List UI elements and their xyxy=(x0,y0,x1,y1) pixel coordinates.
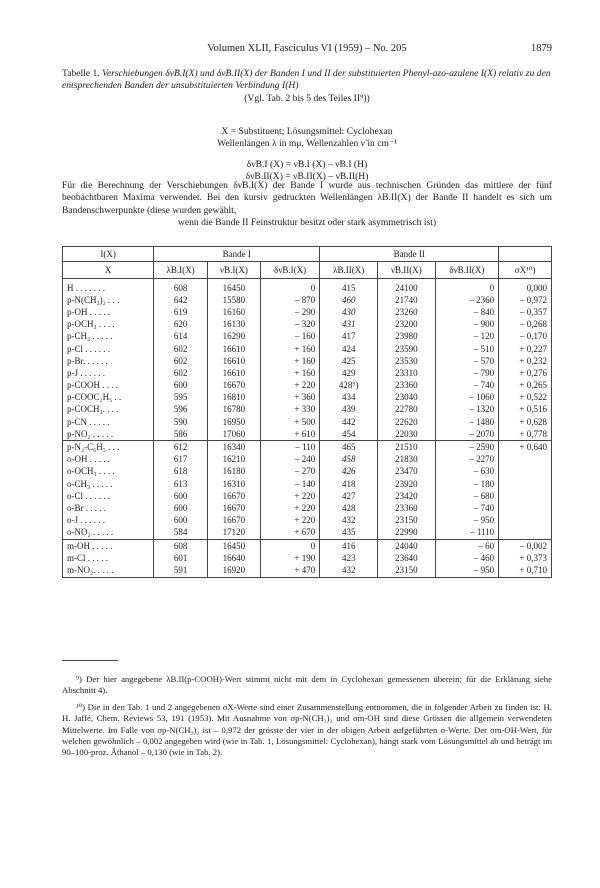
delta-nu-b2-cell: – 2070 xyxy=(435,428,499,441)
delta-nu-b2-cell: – 950 xyxy=(435,564,499,577)
table-row xyxy=(63,279,552,295)
delta-nu-b2-cell: – 510 xyxy=(435,343,499,355)
delta-nu-b1-cell: + 610 xyxy=(261,428,320,441)
table-row xyxy=(63,380,552,392)
nu-b2-cell: 21830 xyxy=(378,454,435,466)
table-caption xyxy=(62,68,552,105)
delta-nu-b2-cell: – 460 xyxy=(435,552,499,564)
intro-last-line: wenn die Bande II Feinstruktur besitzt oder stark asymmetrisch ist) xyxy=(177,216,437,228)
table-body xyxy=(63,279,552,578)
table-row xyxy=(63,306,552,318)
substituent-cell: p-NO₂ . . . . . xyxy=(63,428,154,441)
delta-nu-b1-cell: – 270 xyxy=(261,466,320,478)
table-row xyxy=(63,392,552,404)
sigma-cell: + 0,227 xyxy=(499,343,552,355)
lambda-b1-cell: 602 xyxy=(154,343,208,355)
delta-nu-b2-cell: – 1320 xyxy=(435,404,499,416)
delta-nu-b1-cell: + 470 xyxy=(261,564,320,577)
delta-nu-b1-cell: + 360 xyxy=(261,392,320,404)
header-delta-nu-b1: δν̃B.I(X) xyxy=(261,262,320,279)
sigma-cell: + 0,628 xyxy=(499,416,552,428)
substituent-cell: p-COCH₃. . . . xyxy=(63,404,154,416)
delta-nu-b1-cell: 0 xyxy=(261,539,320,552)
table-row xyxy=(63,355,552,367)
data-table xyxy=(62,246,552,578)
nu-b2-cell: 23310 xyxy=(378,367,435,379)
delta-nu-b1-cell: + 220 xyxy=(261,380,320,392)
nu-b2-cell: 23420 xyxy=(378,490,435,502)
substituent-cell: o-J . . . . . . xyxy=(63,515,154,527)
delta-nu-b2-cell: – 950 xyxy=(435,515,499,527)
lambda-b2-cell: 434 xyxy=(320,392,378,404)
delta-nu-b2-cell: – 740 xyxy=(435,502,499,514)
lambda-b1-cell: 620 xyxy=(154,319,208,331)
delta-nu-b1-cell: + 220 xyxy=(261,515,320,527)
lambda-b1-cell: 619 xyxy=(154,306,208,318)
running-header xyxy=(62,43,552,54)
lambda-b1-cell: 595 xyxy=(154,392,208,404)
nu-b2-cell: 24040 xyxy=(378,539,435,552)
substituent-cell: p-J . . . . . . xyxy=(63,367,154,379)
lambda-b1-cell: 602 xyxy=(154,367,208,379)
lambda-b1-cell: 612 xyxy=(154,441,208,454)
lambda-b1-cell: 596 xyxy=(154,404,208,416)
nu-b1-cell: 16290 xyxy=(207,331,260,343)
sigma-cell: – 0,357 xyxy=(499,306,552,318)
header-nu-b1: ν̃B.I(X) xyxy=(207,262,260,279)
sigma-cell: – 0,268 xyxy=(499,319,552,331)
substituent-cell: p-N(CH₃)₂ . . . xyxy=(63,294,154,306)
delta-nu-b1-cell: + 160 xyxy=(261,355,320,367)
nu-b1-cell: 16670 xyxy=(207,515,260,527)
lambda-b1-cell: 618 xyxy=(154,466,208,478)
table-row xyxy=(63,564,552,577)
lambda-b2-cell: 418 xyxy=(320,478,378,490)
substituent-cell: m-NO₂. . . . . xyxy=(63,564,154,577)
header-blank xyxy=(499,247,552,262)
header-band-1: Bande I xyxy=(154,247,320,262)
lambda-b2-cell: 416 xyxy=(320,539,378,552)
header-x: X xyxy=(63,262,154,279)
lambda-b2-cell: 428 xyxy=(320,502,378,514)
sigma-cell: 0,000 xyxy=(499,279,552,295)
delta-nu-b2-cell: – 740 xyxy=(435,380,499,392)
footnote-9: ⁹) Der hier angegebene λB.II(p-COOH)-Wert stimmt nicht mit dem in Cyclohexan gemessenen überein; für die Erklärung siehe Abschnitt 4). xyxy=(62,674,552,696)
sigma-cell: + 0,373 xyxy=(499,552,552,564)
nu-b2-cell: 22780 xyxy=(378,404,435,416)
substituent-cell: p-Cl . . . . . . xyxy=(63,343,154,355)
lambda-b1-cell: 590 xyxy=(154,416,208,428)
nu-b1-cell: 17060 xyxy=(207,428,260,441)
delta-nu-b2-cell: – 60 xyxy=(435,539,499,552)
substituent-cell: H . . . . . . . xyxy=(63,279,154,295)
table-row xyxy=(63,331,552,343)
delta-nu-b1-cell: – 290 xyxy=(261,306,320,318)
lambda-b1-cell: 586 xyxy=(154,428,208,441)
lambda-b1-cell: 614 xyxy=(154,331,208,343)
running-title: Volumen XLII, Fasciculus VI (1959) – No. 205 xyxy=(207,43,407,54)
substituent-cell: p-CN . . . . . xyxy=(63,416,154,428)
delta-nu-b2-cell: 0 xyxy=(435,279,499,295)
nu-b2-cell: 23920 xyxy=(378,478,435,490)
nu-b1-cell: 16210 xyxy=(207,454,260,466)
lambda-b2-cell: 439 xyxy=(320,404,378,416)
lambda-b1-cell: 617 xyxy=(154,454,208,466)
nu-b1-cell: 16670 xyxy=(207,502,260,514)
footnote-10: ¹⁰) Die in den Tab. 1 und 2 angegebenen σX-Werte sind einer Zusammenstellung entnommen, die in folgender Arbeit zu finden ist: H. H. Jaffé, Chem. Reviews 53, 191 (1953). Mit Ausnahme von σp-N(CH₃)₂ und σm-OH sind diese Grössen die allgemein verwendeten Mittelwerte. Im Falle von σp-N(CH₃)₂ ist – 0,972 der grösste der vier in der obigen Arbeit aufgeführten σ-Werte. Der σm-OH-Wert, für welchen gewöhnlich – 0,002 angegeben wird (wie in Tab. 1, Lösungsmittel: Cyclohexan), hängt stark vom Lösungsmittel ab und beträgt im 90–100-proz. Äthanol – 0,130 (wie in Tab. 2). xyxy=(62,701,552,758)
nu-b1-cell: 16450 xyxy=(207,279,260,295)
nu-b1-cell: 16160 xyxy=(207,306,260,318)
substituent-cell: m-Cl . . . . . xyxy=(63,552,154,564)
nu-b1-cell: 16780 xyxy=(207,404,260,416)
delta-nu-b2-cell: – 1480 xyxy=(435,416,499,428)
lambda-b2-cell: 425 xyxy=(320,355,378,367)
table-row xyxy=(63,515,552,527)
caption-reference: (Vgl. Tab. 2 bis 5 des Teiles II⁹)) xyxy=(244,92,370,104)
lambda-b1-cell: 591 xyxy=(154,564,208,577)
nu-b2-cell: 23360 xyxy=(378,380,435,392)
lambda-b2-cell: 426 xyxy=(320,466,378,478)
sigma-cell: + 0,640 xyxy=(499,441,552,454)
caption-title: Verschiebungen δν̃B.I(X) und δν̃B.II(X) der Banden I und II der substituierten Phenyl-azo-azulene I(X) relativ zu den entsprechenden Banden der unsubstituierten Verbindung I(H) xyxy=(62,68,551,92)
lambda-b2-cell: 423 xyxy=(320,552,378,564)
lambda-b2-cell: 428⁹) xyxy=(320,380,378,392)
substituent-cell: o-Br . . . . . xyxy=(63,502,154,514)
table-row xyxy=(63,478,552,490)
delta-nu-b1-cell: + 160 xyxy=(261,343,320,355)
nu-b1-cell: 16670 xyxy=(207,380,260,392)
lambda-b1-cell: 602 xyxy=(154,355,208,367)
delta-nu-b1-cell: + 220 xyxy=(261,502,320,514)
delta-nu-b1-cell: – 870 xyxy=(261,294,320,306)
lambda-b2-cell: 430 xyxy=(320,306,378,318)
footnote-rule xyxy=(62,660,118,661)
caption-label: Tabelle 1. xyxy=(62,68,100,79)
nu-b2-cell: 22030 xyxy=(378,428,435,441)
nu-b2-cell: 23980 xyxy=(378,331,435,343)
substituent-cell: o-CH₃ . . . . . xyxy=(63,478,154,490)
nu-b2-cell: 23530 xyxy=(378,355,435,367)
delta-nu-b1-cell: + 190 xyxy=(261,552,320,564)
delta-nu-b1-cell: – 320 xyxy=(261,319,320,331)
table-row xyxy=(63,502,552,514)
delta-nu-b1-cell: – 140 xyxy=(261,478,320,490)
table-row xyxy=(63,416,552,428)
table-row xyxy=(63,367,552,379)
nu-b1-cell: 16180 xyxy=(207,466,260,478)
sigma-cell: + 0,265 xyxy=(499,380,552,392)
equation-band-2: δν̃B.II(X) = ν̃B.II(X) – ν̃B.II(H) xyxy=(245,171,369,182)
nu-b2-cell: 23470 xyxy=(378,466,435,478)
substituent-cell: m-OH . . . . . xyxy=(63,539,154,552)
substituent-cell: p-COOH . . . . xyxy=(63,380,154,392)
table-parameters xyxy=(62,126,552,183)
lambda-b2-cell: 424 xyxy=(320,343,378,355)
table-row xyxy=(63,552,552,564)
lambda-b2-cell: 442 xyxy=(320,416,378,428)
nu-b2-cell: 23590 xyxy=(378,343,435,355)
delta-nu-b1-cell: + 160 xyxy=(261,367,320,379)
lambda-b2-cell: 435 xyxy=(320,527,378,540)
table-row xyxy=(63,441,552,454)
nu-b1-cell: 16310 xyxy=(207,478,260,490)
table-row xyxy=(63,454,552,466)
sigma-cell xyxy=(499,466,552,478)
lambda-b1-cell: 600 xyxy=(154,502,208,514)
header-lambda-b1: λB.I(X) xyxy=(154,262,208,279)
nu-b1-cell: 16640 xyxy=(207,552,260,564)
substituent-cell: o-OCH₃ . . . . xyxy=(63,466,154,478)
table-row xyxy=(63,343,552,355)
sigma-cell xyxy=(499,490,552,502)
header-sigma: σX¹⁰) xyxy=(499,262,552,279)
header-ix: I(X) xyxy=(63,247,154,262)
sigma-cell: – 0,972 xyxy=(499,294,552,306)
sigma-cell: + 0,276 xyxy=(499,367,552,379)
nu-b2-cell: 23150 xyxy=(378,515,435,527)
sigma-cell: – 0,002 xyxy=(499,539,552,552)
lambda-b1-cell: 642 xyxy=(154,294,208,306)
substituent-cell: o-NO₂ . . . . . xyxy=(63,527,154,540)
sigma-cell: + 0,232 xyxy=(499,355,552,367)
nu-b2-cell: 23040 xyxy=(378,392,435,404)
nu-b2-cell: 23200 xyxy=(378,319,435,331)
substituent-cell: p-N₂-C₆H₅ . . . xyxy=(63,441,154,454)
sigma-cell xyxy=(499,478,552,490)
lambda-b2-cell: 454 xyxy=(320,428,378,441)
nu-b2-cell: 23360 xyxy=(378,502,435,514)
delta-nu-b1-cell: + 220 xyxy=(261,490,320,502)
nu-b1-cell: 16670 xyxy=(207,490,260,502)
delta-nu-b1-cell: – 160 xyxy=(261,331,320,343)
table-row xyxy=(63,527,552,540)
header-delta-nu-b2: δν̃B.II(X) xyxy=(435,262,499,279)
delta-nu-b2-cell: – 1060 xyxy=(435,392,499,404)
delta-nu-b2-cell: – 180 xyxy=(435,478,499,490)
lambda-b2-cell: 460 xyxy=(320,294,378,306)
nu-b1-cell: 16450 xyxy=(207,539,260,552)
solvent-line: X = Substituent; Lösungsmittel: Cyclohexan xyxy=(221,126,393,137)
table-row xyxy=(63,539,552,552)
delta-nu-b1-cell: + 330 xyxy=(261,404,320,416)
lambda-b2-cell: 415 xyxy=(320,279,378,295)
intro-text: Für die Berechnung der Verschiebungen δν̃B.I(X) der Bande I wurde aus technischen Gründen das mittlere der fünf beobachtbaren Maxima verwendet. Bei den kursiv gedruckten Wellenlängen λB.II(X) der Bande II handelt es sich um Bandenschwerpunkte (diese wurden gewählt, xyxy=(62,180,552,216)
sigma-cell xyxy=(499,454,552,466)
table-row xyxy=(63,404,552,416)
lambda-b2-cell: 432 xyxy=(320,564,378,577)
lambda-b2-cell: 432 xyxy=(320,515,378,527)
delta-nu-b2-cell: – 2360 xyxy=(435,294,499,306)
lambda-b1-cell: 608 xyxy=(154,279,208,295)
nu-b1-cell: 16920 xyxy=(207,564,260,577)
delta-nu-b2-cell: – 1110 xyxy=(435,527,499,540)
delta-nu-b2-cell: – 840 xyxy=(435,306,499,318)
lambda-b1-cell: 613 xyxy=(154,478,208,490)
lambda-b1-cell: 608 xyxy=(154,539,208,552)
lambda-b2-cell: 429 xyxy=(320,367,378,379)
substituent-cell: p-Br. . . . . . xyxy=(63,355,154,367)
substituent-cell: p-OCH₃ . . . . xyxy=(63,319,154,331)
lambda-b2-cell: 417 xyxy=(320,331,378,343)
delta-nu-b2-cell: – 790 xyxy=(435,367,499,379)
nu-b1-cell: 16610 xyxy=(207,367,260,379)
nu-b1-cell: 17120 xyxy=(207,527,260,540)
footnotes xyxy=(62,674,552,764)
substituent-cell: p-OH . . . . . xyxy=(63,306,154,318)
sigma-cell xyxy=(499,515,552,527)
nu-b1-cell: 16810 xyxy=(207,392,260,404)
nu-b2-cell: 21510 xyxy=(378,441,435,454)
lambda-b2-cell: 431 xyxy=(320,319,378,331)
lambda-b2-cell: 427 xyxy=(320,490,378,502)
delta-nu-b2-cell: – 2270 xyxy=(435,454,499,466)
lambda-b2-cell: 465 xyxy=(320,441,378,454)
delta-nu-b1-cell: + 500 xyxy=(261,416,320,428)
lambda-b1-cell: 600 xyxy=(154,490,208,502)
table-row xyxy=(63,466,552,478)
sigma-cell xyxy=(499,502,552,514)
nu-b2-cell: 23260 xyxy=(378,306,435,318)
nu-b2-cell: 22620 xyxy=(378,416,435,428)
delta-nu-b1-cell: + 670 xyxy=(261,527,320,540)
nu-b2-cell: 22990 xyxy=(378,527,435,540)
nu-b2-cell: 23150 xyxy=(378,564,435,577)
delta-nu-b2-cell: – 900 xyxy=(435,319,499,331)
substituent-cell: o-Cl . . . . . . xyxy=(63,490,154,502)
sigma-cell xyxy=(499,527,552,540)
nu-b1-cell: 16130 xyxy=(207,319,260,331)
equation-band-1: δν̃B.I (X) = ν̃B.I (X) – ν̃B.I (H) xyxy=(246,159,368,170)
header-lambda-b2: λB.II(X) xyxy=(320,262,378,279)
lambda-b2-cell: 458 xyxy=(320,454,378,466)
lambda-b1-cell: 600 xyxy=(154,380,208,392)
lambda-b1-cell: 601 xyxy=(154,552,208,564)
delta-nu-b2-cell: – 120 xyxy=(435,331,499,343)
table-row xyxy=(63,490,552,502)
delta-nu-b2-cell: – 2590 xyxy=(435,441,499,454)
nu-b1-cell: 16610 xyxy=(207,343,260,355)
nu-b1-cell: 15580 xyxy=(207,294,260,306)
nu-b1-cell: 16340 xyxy=(207,441,260,454)
nu-b1-cell: 16950 xyxy=(207,416,260,428)
delta-nu-b1-cell: – 110 xyxy=(261,441,320,454)
units-line: Wellenlängen λ in mμ, Wellenzahlen ν̃ in cm⁻¹ xyxy=(217,138,397,149)
sigma-cell: – 0,170 xyxy=(499,331,552,343)
delta-nu-b1-cell: – 240 xyxy=(261,454,320,466)
lambda-b1-cell: 584 xyxy=(154,527,208,540)
sigma-cell: + 0,710 xyxy=(499,564,552,577)
nu-b2-cell: 23640 xyxy=(378,552,435,564)
table-row xyxy=(63,428,552,441)
substituent-cell: p-COOC₂H₅ . . xyxy=(63,392,154,404)
nu-b1-cell: 16610 xyxy=(207,355,260,367)
header-nu-b2: ν̃B.II(X) xyxy=(378,262,435,279)
sigma-cell: + 0,516 xyxy=(499,404,552,416)
nu-b2-cell: 24100 xyxy=(378,279,435,295)
table-row xyxy=(63,319,552,331)
lambda-b1-cell: 600 xyxy=(154,515,208,527)
page-number: 1879 xyxy=(531,43,552,54)
delta-nu-b2-cell: – 680 xyxy=(435,490,499,502)
sigma-cell: + 0,522 xyxy=(499,392,552,404)
delta-nu-b1-cell: 0 xyxy=(261,279,320,295)
substituent-cell: o-OH . . . . . xyxy=(63,454,154,466)
delta-nu-b2-cell: – 570 xyxy=(435,355,499,367)
substituent-cell: p-CH₃ . . . . . xyxy=(63,331,154,343)
intro-paragraph xyxy=(62,180,552,229)
header-band-2: Bande II xyxy=(320,247,499,262)
table-row xyxy=(63,294,552,306)
nu-b2-cell: 21740 xyxy=(378,294,435,306)
sigma-cell: + 0,778 xyxy=(499,428,552,441)
delta-nu-b2-cell: – 630 xyxy=(435,466,499,478)
